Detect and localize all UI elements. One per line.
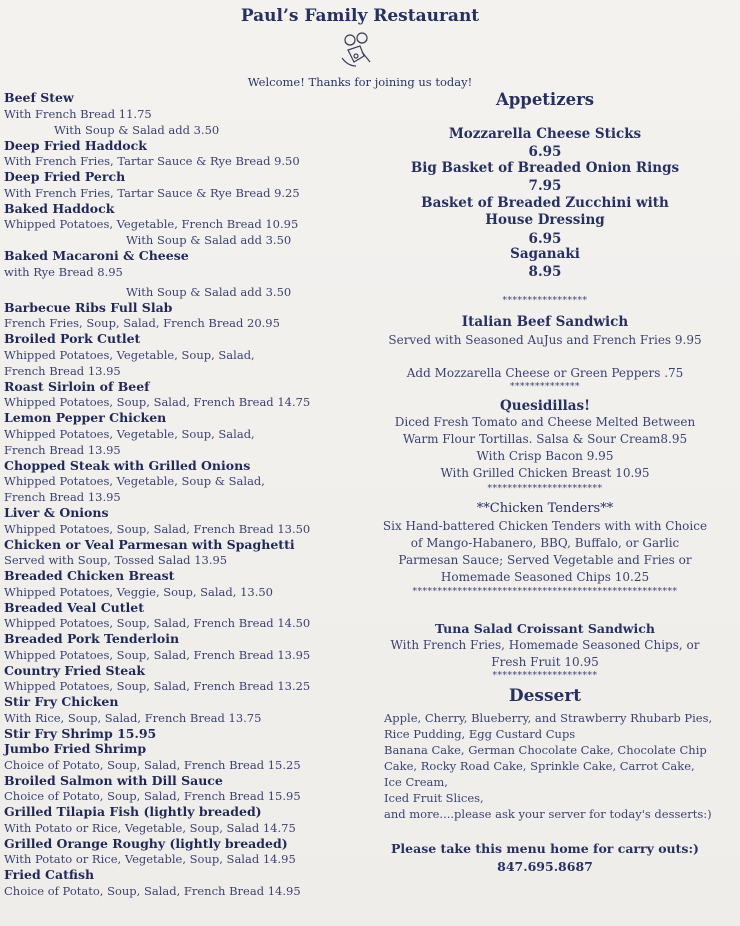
dessert-line: Apple, Cherry, Blueberry, and Strawberry Rhubarb Pies,	[384, 711, 713, 725]
item-desc: Choice of Potato, Soup, Salad, French Bread 15.25	[4, 757, 301, 772]
menu-item	[4, 804, 344, 836]
divider-stars: *****************************************************	[412, 587, 678, 597]
tenders-desc: Six Hand-battered Chicken Tenders with with Choice	[382, 519, 708, 533]
item-desc: Whipped Potatoes, Soup, Salad, French Bread 13.95	[4, 647, 311, 662]
item-desc: Whipped Potatoes, Vegetable, French Bread 10.95	[4, 217, 299, 231]
item-name: Beef Stew	[4, 90, 74, 105]
item-name: Roast Sirloin of Beef	[4, 378, 150, 394]
item-name: Barbecue Ribs Full Slab	[4, 299, 173, 315]
menu-item	[4, 201, 344, 249]
quesadillas-name: Quesidillas!	[500, 398, 590, 414]
tuna-desc: With French Fries, Homemade Seasoned Chips, or	[390, 638, 700, 652]
menu-item	[4, 836, 344, 868]
welcome-message: Welcome! Thanks for joining us today!	[247, 75, 473, 89]
appetizer-price: 8.95	[528, 264, 562, 280]
item-name: Stir Fry Shrimp 15.95	[4, 725, 157, 741]
item-desc: With Potato or Rice, Vegetable, Soup, Salad 14.75	[4, 820, 296, 835]
item-desc: French Bread 13.95	[4, 363, 121, 378]
menu-item	[4, 90, 344, 138]
item-desc: With Rice, Soup, Salad, French Bread 13.75	[4, 710, 262, 725]
divider-stars: *********************	[492, 671, 598, 681]
item-desc: With French Bread 11.75	[4, 106, 152, 121]
item-name: Chicken or Veal Parmesan with Spaghetti	[4, 536, 295, 552]
item-desc: With Soup & Salad add 3.50	[54, 122, 220, 137]
item-desc: Whipped Potatoes, Soup, Salad, French Bread 13.25	[4, 679, 311, 693]
appetizer-name: Big Basket of Breaded Onion Rings	[410, 160, 680, 176]
menu-item	[4, 773, 344, 805]
divider-stars: *****************	[502, 296, 588, 306]
item-desc: Whipped Potatoes, Veggie, Soup, Salad, 13.50	[4, 584, 274, 599]
appetizers-heading: Appetizers	[495, 90, 595, 109]
dessert-line: Iced Fruit Slices,	[384, 791, 484, 805]
menu-item	[4, 568, 344, 600]
dessert-line: Cake, Rocky Road Cake, Sprinkle Cake, Carrot Cake,	[384, 759, 695, 773]
item-desc: Whipped Potatoes, Vegetable, Soup, Salad,	[4, 347, 255, 362]
item-desc: Served with Soup, Tossed Salad 13.95	[4, 553, 228, 567]
menu-item	[4, 458, 344, 506]
phone-number: 847.695.8687	[497, 859, 593, 874]
item-desc: Choice of Potato, Soup, Salad, French Bread 14.95	[4, 883, 301, 898]
dessert-line: Ice Cream,	[384, 775, 448, 789]
item-desc: Whipped Potatoes, Soup, Salad, French Bread 14.75	[4, 395, 311, 409]
item-name: Baked Macaroni & Cheese	[4, 248, 189, 263]
dessert-line: and more....please ask your server for today's desserts:)	[384, 807, 712, 821]
item-name: Stir Fry Chicken	[4, 694, 119, 709]
menu-item	[4, 631, 344, 663]
item-desc: Whipped Potatoes, Vegetable, Soup, Salad,	[4, 426, 255, 441]
menu-item	[4, 663, 344, 695]
item-desc: Whipped Potatoes, Soup, Salad, French Bread 14.50	[4, 616, 311, 630]
item-name: Breaded Veal Cutlet	[4, 599, 144, 615]
menu-item	[4, 600, 344, 632]
menu-item	[4, 138, 344, 170]
menu-item	[4, 300, 344, 332]
menu-item	[4, 331, 344, 379]
divider-stars: **************	[510, 382, 580, 392]
menu-item	[4, 379, 344, 411]
item-name: Breaded Chicken Breast	[4, 568, 175, 583]
item-desc: French Fries, Soup, Salad, French Bread 20.95	[4, 316, 280, 330]
item-desc: With French Fries, Tartar Sauce & Rye Bread 9.25	[4, 185, 300, 200]
chef-logo-icon	[336, 28, 380, 72]
appetizer-price: 6.95	[528, 144, 562, 160]
item-desc: French Bread 13.95	[4, 442, 121, 457]
item-name: Grilled Tilapia Fish (lightly breaded)	[4, 804, 262, 819]
tenders-desc: Homemade Seasoned Chips 10.25	[440, 570, 650, 584]
dessert-list	[370, 710, 724, 822]
item-name: Chopped Steak with Grilled Onions	[4, 457, 251, 473]
carryout-note: Please take this menu home for carry outs:)	[391, 841, 699, 856]
item-name: Grilled Orange Roughy (lightly breaded)	[4, 835, 288, 851]
item-name: Baked Haddock	[4, 200, 115, 216]
appetizer-name: Mozzarella Cheese Sticks	[448, 126, 642, 142]
item-desc: With Soup & Salad add 3.50	[126, 284, 292, 299]
item-desc: French Bread 13.95	[4, 490, 121, 504]
tenders-desc: of Mango-Habanero, BBQ, Buffalo, or Garlic	[410, 536, 680, 550]
appetizer-name: Basket of Breaded Zucchini with House Dressing	[421, 195, 669, 228]
menu-item	[4, 867, 344, 899]
item-name: Breaded Pork Tenderloin	[4, 631, 180, 646]
tenders-name: **Chicken Tenders**	[476, 501, 614, 516]
item-desc: with Rye Bread 8.95	[4, 264, 123, 279]
quesadillas-desc: Warm Flour Tortillas. Salsa & Sour Cream8.95	[402, 432, 688, 446]
item-name: Deep Fried Haddock	[4, 137, 147, 153]
restaurant-title: Paul’s Family Restaurant	[240, 6, 480, 26]
item-desc: Whipped Potatoes, Soup, Salad, French Bread 13.50	[4, 521, 311, 536]
appetizer-name: Saganaki	[510, 246, 580, 262]
quesadillas-desc: With Grilled Chicken Breast 10.95	[440, 466, 650, 480]
item-name: Liver & Onions	[4, 505, 109, 520]
menu-item	[4, 726, 344, 742]
tenders-desc: Parmesan Sauce; Served Vegetable and Fries or	[398, 553, 692, 567]
item-name: Broiled Pork Cutlet	[4, 331, 141, 346]
menu-item	[4, 505, 344, 537]
tuna-desc: Fresh Fruit 10.95	[491, 655, 599, 669]
item-desc: With French Fries, Tartar Sauce & Rye Bread 9.50	[4, 154, 300, 168]
menu-item	[4, 741, 344, 773]
item-desc: With Potato or Rice, Vegetable, Soup, Salad 14.95	[4, 852, 296, 866]
item-name: Country Fried Steak	[4, 662, 145, 678]
divider-stars: ***********************	[487, 484, 603, 494]
sandwich-desc: Served with Seasoned AuJus and French Fries 9.95	[388, 333, 702, 347]
quesadillas-desc: Diced Fresh Tomato and Cheese Melted Between	[394, 415, 696, 429]
dessert-line: Banana Cake, German Chocolate Cake, Chocolate Chip	[384, 743, 707, 757]
menu-item	[4, 537, 344, 569]
tuna-name: Tuna Salad Croissant Sandwich	[434, 621, 656, 636]
item-name: Deep Fried Perch	[4, 169, 126, 184]
item-desc: With Soup & Salad add 3.50	[126, 233, 292, 247]
item-desc: Choice of Potato, Soup, Salad, French Bread 15.95	[4, 789, 301, 803]
menu-item	[4, 248, 344, 300]
dessert-line: Rice Pudding, Egg Custard Cups	[384, 727, 576, 741]
quesadillas-desc: With Crisp Bacon 9.95	[476, 449, 614, 463]
dessert-heading: Dessert	[508, 686, 582, 706]
sandwich-name: Italian Beef Sandwich	[461, 314, 629, 330]
menu-item	[4, 410, 344, 458]
item-name: Fried Catfish	[4, 867, 95, 882]
item-desc: Whipped Potatoes, Vegetable, Soup & Salad,	[4, 474, 265, 488]
appetizer-price: 7.95	[528, 178, 562, 194]
entrees-column	[4, 90, 344, 899]
appetizer-price: 6.95	[528, 231, 562, 247]
item-name: Broiled Salmon with Dill Sauce	[4, 772, 223, 788]
item-name: Jumbo Fried Shrimp	[4, 741, 147, 756]
menu-item	[4, 694, 344, 726]
item-name: Lemon Pepper Chicken	[4, 410, 167, 425]
sandwich-addon: Add Mozzarella Cheese or Green Peppers .75	[406, 366, 684, 380]
menu-item	[4, 169, 344, 201]
